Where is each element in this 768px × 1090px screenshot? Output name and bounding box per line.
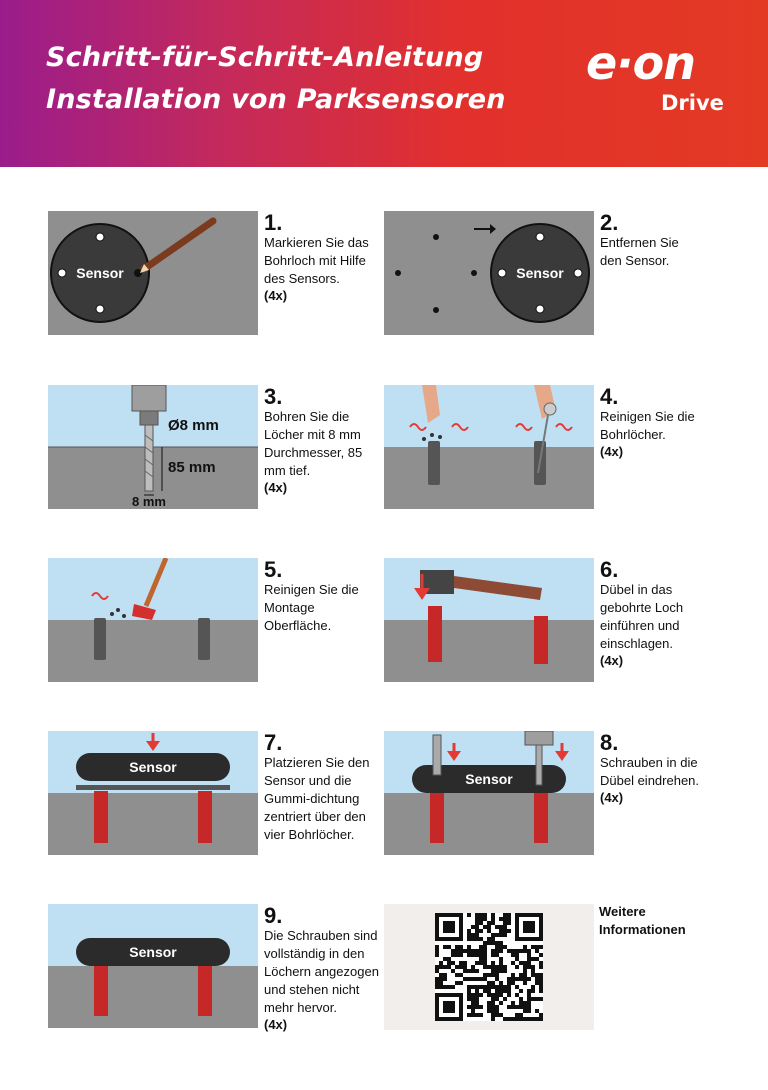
step-6-count: (4x) bbox=[600, 653, 624, 668]
step-9-illustration bbox=[48, 904, 258, 1028]
drill-diameter-label: Ø8 mm bbox=[168, 417, 219, 434]
drill-width-label: 8 mm bbox=[132, 494, 166, 509]
sensor-label: Sensor bbox=[129, 759, 177, 775]
sensor-label: Sensor bbox=[129, 944, 177, 960]
step-6-text: Dübel in das gebohrte Loch einführen und einschlagen. bbox=[600, 582, 684, 651]
drill-depth-label: 85 mm bbox=[168, 459, 216, 476]
step-4-number: 4. bbox=[600, 384, 619, 409]
step-4-illustration bbox=[384, 385, 594, 509]
step-9-count: (4x) bbox=[264, 1017, 288, 1032]
step-7-number: 7. bbox=[264, 730, 283, 755]
step-3-text: Bohren Sie die Löcher mit 8 mm Durchmesser, 85 mm tief. bbox=[264, 409, 363, 478]
title-line-1: Schritt-für-Schritt-Anleitung bbox=[46, 42, 484, 73]
step-1-illustration bbox=[48, 211, 258, 335]
header-banner bbox=[0, 0, 768, 167]
qr-code-panel[interactable] bbox=[384, 904, 594, 1030]
step-9-number: 9. bbox=[264, 903, 283, 928]
step-2-number: 2. bbox=[600, 210, 619, 235]
step-7-illustration bbox=[48, 731, 258, 855]
step-3-illustration bbox=[48, 385, 258, 509]
step-8-number: 8. bbox=[600, 730, 619, 755]
sensor-label: Sensor bbox=[76, 265, 124, 281]
title-line-2: Installation von Parksensoren bbox=[46, 84, 506, 115]
step-4-count: (4x) bbox=[600, 444, 624, 459]
step-8-text: Schrauben in die Dübel eindrehen. bbox=[600, 755, 700, 788]
step-7-text: Platzieren Sie den Sensor und die Gummi-dichtung zentriert über den vier Bohrlöcher. bbox=[264, 755, 370, 842]
step-3-number: 3. bbox=[264, 384, 283, 409]
step-6-illustration bbox=[384, 558, 594, 682]
step-8-count: (4x) bbox=[600, 790, 624, 805]
step-1-number: 1. bbox=[264, 210, 283, 235]
step-5-number: 5. bbox=[264, 557, 283, 582]
more-info-label: Weitere Informationen bbox=[599, 904, 686, 937]
qr-code[interactable] bbox=[435, 913, 543, 1021]
step-6-number: 6. bbox=[600, 557, 619, 582]
step-5-illustration bbox=[48, 558, 258, 682]
step-9-text: Die Schrauben sind vollständig in den Löchern angezogen und stehen nicht mehr hervor. bbox=[264, 928, 379, 1015]
step-1-count: (4x) bbox=[264, 288, 288, 303]
step-8-illustration bbox=[384, 731, 594, 855]
sensor-label: Sensor bbox=[465, 771, 513, 787]
eon-logo: e·on bbox=[586, 36, 696, 90]
step-3-count: (4x) bbox=[264, 480, 288, 495]
sensor-label: Sensor bbox=[516, 265, 564, 281]
step-4-text: Reinigen Sie die Bohrlöcher. bbox=[600, 409, 695, 442]
logo-drive-label: Drive bbox=[661, 91, 724, 115]
step-2-text: Entfernen Sie den Sensor. bbox=[600, 235, 679, 268]
step-1-text: Markieren Sie das Bohrloch mit Hilfe des Sensors. bbox=[264, 235, 369, 286]
step-5-text: Reinigen Sie die Montage Oberfläche. bbox=[264, 582, 359, 633]
step-2-illustration bbox=[384, 211, 594, 335]
